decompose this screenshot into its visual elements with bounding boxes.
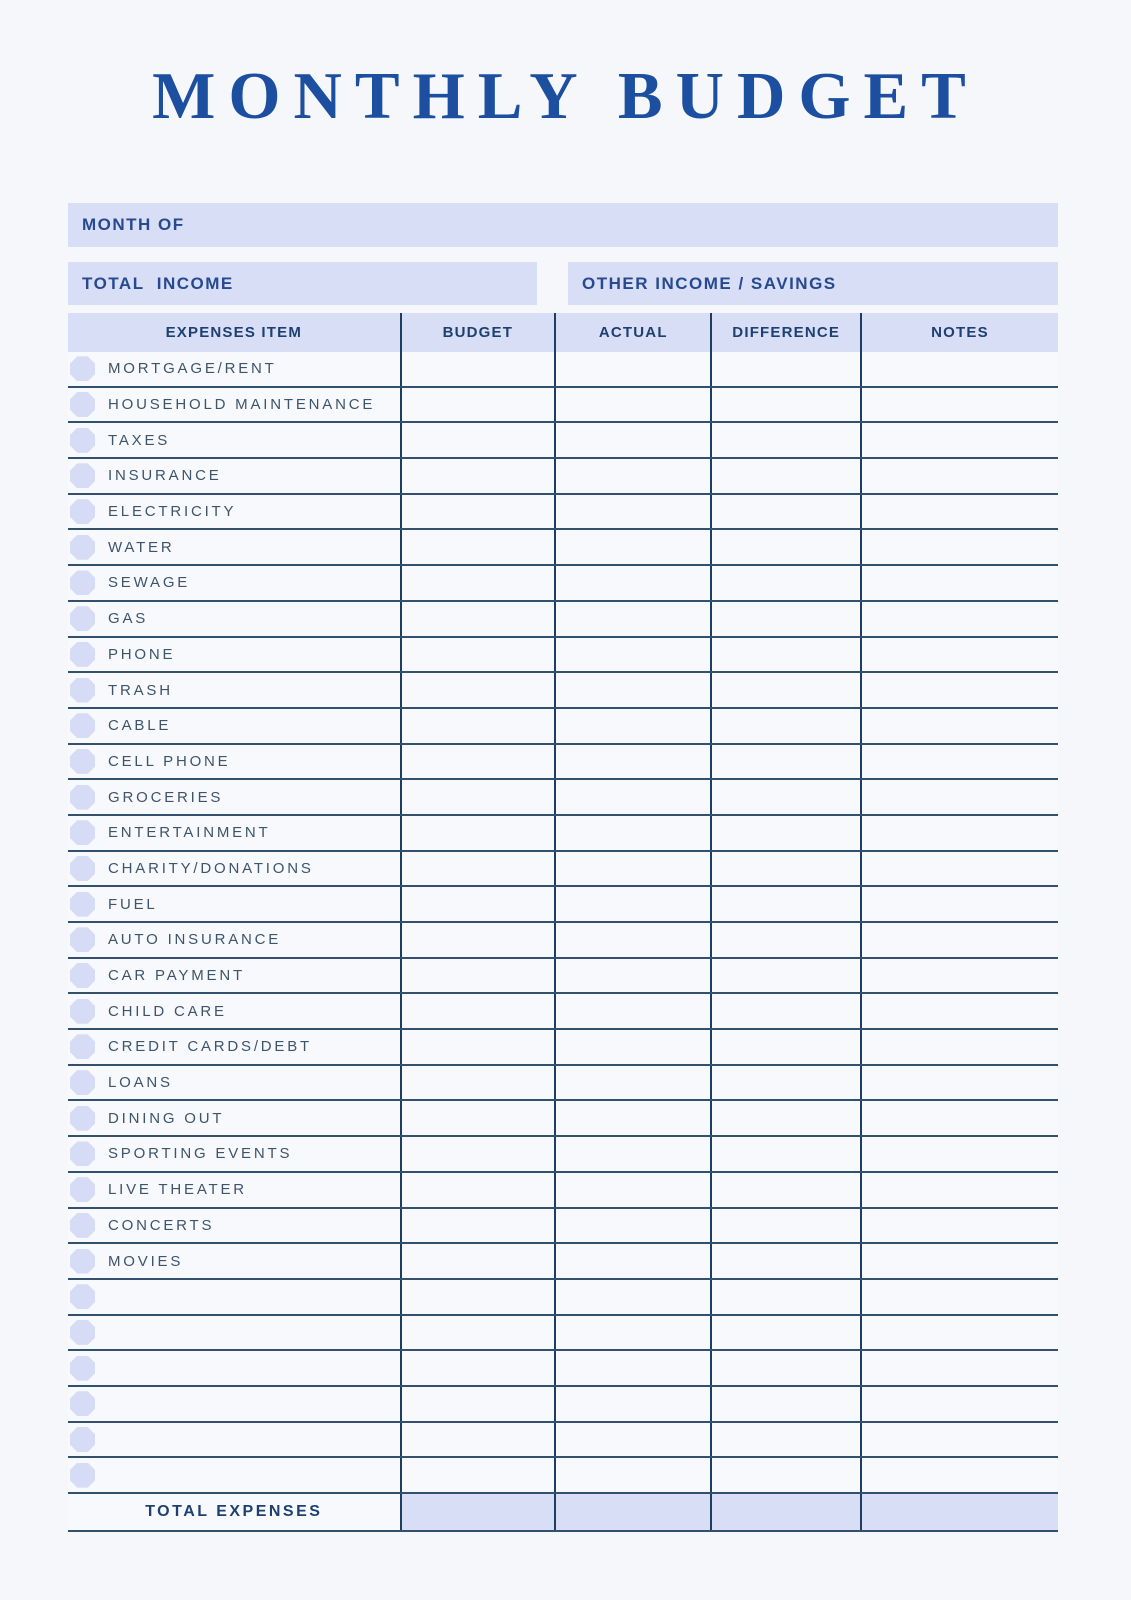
budget-cell[interactable] [400, 459, 554, 493]
budget-cell[interactable] [400, 887, 554, 921]
notes-cell[interactable] [860, 709, 1058, 743]
expense-row [68, 816, 1058, 852]
expense-row [68, 745, 1058, 781]
actual-cell[interactable] [554, 1280, 710, 1314]
difference-cell[interactable] [710, 459, 859, 493]
expense-item-label: ELECTRICITY [108, 503, 237, 521]
notes-cell[interactable] [860, 1066, 1058, 1100]
expense-row [68, 352, 1058, 388]
header-expenses-item: EXPENSES ITEM [165, 324, 303, 341]
budget-cell[interactable] [400, 745, 554, 779]
notes-cell[interactable] [860, 887, 1058, 921]
total-budget-cell[interactable] [400, 1494, 554, 1530]
bullet-icon [70, 463, 95, 488]
actual-cell[interactable] [554, 709, 710, 743]
actual-cell[interactable] [554, 1316, 710, 1350]
notes-cell[interactable] [860, 459, 1058, 493]
budget-cell[interactable] [400, 602, 554, 636]
bullet-icon [70, 570, 95, 595]
budget-cell[interactable] [400, 423, 554, 457]
bullet-icon [70, 356, 95, 381]
difference-cell[interactable] [710, 1280, 859, 1314]
difference-cell[interactable] [710, 1316, 859, 1350]
bullet-icon [70, 713, 95, 738]
budget-cell[interactable] [400, 495, 554, 529]
expense-item-label: TRASH [108, 681, 173, 699]
budget-cell[interactable] [400, 1066, 554, 1100]
bullet-icon [70, 642, 95, 667]
expense-item-cell [68, 1066, 400, 1100]
expense-row [68, 566, 1058, 602]
actual-cell[interactable] [554, 1423, 710, 1457]
actual-cell[interactable] [554, 959, 710, 993]
difference-cell[interactable] [710, 638, 859, 672]
notes-cell[interactable] [860, 1137, 1058, 1171]
expense-item-cell [68, 1030, 400, 1064]
expense-row [68, 994, 1058, 1030]
difference-cell[interactable] [710, 602, 859, 636]
actual-cell[interactable] [554, 1209, 710, 1243]
expense-item-cell [68, 495, 400, 529]
bullet-icon [70, 392, 95, 417]
notes-cell[interactable] [860, 923, 1058, 957]
notes-cell[interactable] [860, 959, 1058, 993]
bullet-icon [70, 1106, 95, 1131]
expense-row [68, 1066, 1058, 1102]
actual-cell[interactable] [554, 1387, 710, 1421]
budget-cell[interactable] [400, 1137, 554, 1171]
actual-cell[interactable] [554, 602, 710, 636]
expense-item-label: TAXES [108, 431, 171, 449]
budget-cell[interactable] [400, 923, 554, 957]
notes-cell[interactable] [860, 530, 1058, 564]
bullet-icon [70, 1320, 95, 1345]
notes-cell[interactable] [860, 602, 1058, 636]
expense-row [68, 530, 1058, 566]
budget-cell[interactable] [400, 638, 554, 672]
expense-item-cell [68, 1173, 400, 1207]
page-title: MONTHLY BUDGET [152, 59, 979, 133]
budget-cell[interactable] [400, 673, 554, 707]
expense-item-label: MORTGAGE/RENT [108, 360, 277, 378]
actual-cell[interactable] [554, 816, 710, 850]
notes-cell[interactable] [860, 352, 1058, 386]
expense-row [68, 1030, 1058, 1066]
budget-cell[interactable] [400, 959, 554, 993]
table-body [68, 352, 1058, 1494]
budget-cell[interactable] [400, 530, 554, 564]
expense-item-label: LIVE THEATER [108, 1181, 247, 1199]
budget-cell[interactable] [400, 1351, 554, 1385]
bullet-icon [70, 606, 95, 631]
expense-item-label: SEWAGE [108, 574, 191, 592]
difference-cell[interactable] [710, 423, 859, 457]
difference-cell[interactable] [710, 1458, 859, 1492]
total-difference-cell[interactable] [710, 1494, 859, 1530]
bullet-icon [70, 1427, 95, 1452]
actual-cell[interactable] [554, 673, 710, 707]
notes-cell[interactable] [860, 1030, 1058, 1064]
expense-row-empty [68, 1280, 1058, 1316]
difference-cell[interactable] [710, 566, 859, 600]
bullet-icon [70, 999, 95, 1024]
expense-row [68, 1101, 1058, 1137]
budget-cell[interactable] [400, 1244, 554, 1278]
expense-item-label: MOVIES [108, 1252, 184, 1270]
expense-row [68, 602, 1058, 638]
difference-cell[interactable] [710, 1351, 859, 1385]
actual-cell[interactable] [554, 1351, 710, 1385]
expense-item-label: CHILD CARE [108, 1002, 227, 1020]
expense-item-label: CAR PAYMENT [108, 967, 245, 985]
budget-cell[interactable] [400, 1209, 554, 1243]
actual-cell[interactable] [554, 1101, 710, 1135]
expense-item-label: GROCERIES [108, 788, 224, 806]
expense-item-label: CABLE [108, 717, 172, 735]
actual-cell[interactable] [554, 566, 710, 600]
difference-cell[interactable] [710, 352, 859, 386]
budget-cell[interactable] [400, 994, 554, 1028]
expense-item-label: LOANS [108, 1074, 173, 1092]
actual-cell[interactable] [554, 495, 710, 529]
actual-cell[interactable] [554, 887, 710, 921]
bullet-icon [70, 1249, 95, 1274]
expense-item-cell [68, 852, 400, 886]
expense-row [68, 495, 1058, 531]
bullet-icon [70, 1070, 95, 1095]
notes-cell[interactable] [860, 1173, 1058, 1207]
expense-item-cell [68, 530, 400, 564]
expense-item-label: HOUSEHOLD MAINTENANCE [108, 396, 376, 414]
notes-cell[interactable] [860, 566, 1058, 600]
budget-cell[interactable] [400, 352, 554, 386]
expense-item-cell[interactable] [68, 1316, 400, 1350]
bullet-icon [70, 963, 95, 988]
expense-item-cell [68, 1209, 400, 1243]
bullet-icon [70, 1463, 95, 1488]
expense-row [68, 1244, 1058, 1280]
expense-item-label: CELL PHONE [108, 752, 231, 770]
other-income-savings-field[interactable] [568, 262, 1058, 305]
actual-cell[interactable] [554, 638, 710, 672]
expense-row [68, 852, 1058, 888]
difference-cell[interactable] [710, 1387, 859, 1421]
bullet-icon [70, 927, 95, 952]
expense-item-cell [68, 638, 400, 672]
budget-cell[interactable] [400, 709, 554, 743]
difference-cell[interactable] [710, 673, 859, 707]
expense-item-label: WATER [108, 538, 175, 556]
expense-row [68, 673, 1058, 709]
expense-item-cell [68, 780, 400, 814]
notes-cell[interactable] [860, 1101, 1058, 1135]
difference-cell[interactable] [710, 852, 859, 886]
notes-cell[interactable] [860, 1387, 1058, 1421]
expense-row [68, 887, 1058, 923]
actual-cell[interactable] [554, 994, 710, 1028]
notes-cell[interactable] [860, 816, 1058, 850]
expense-item-cell [68, 1137, 400, 1171]
total-expenses-label: TOTAL EXPENSES [145, 1503, 323, 1520]
expense-row [68, 388, 1058, 424]
budget-cell[interactable] [400, 1173, 554, 1207]
header-notes: NOTES [860, 313, 1058, 352]
total-expenses-row [68, 1494, 1058, 1532]
difference-cell[interactable] [710, 495, 859, 529]
expense-item-cell [68, 994, 400, 1028]
bullet-icon [70, 1141, 95, 1166]
expense-item-cell [68, 566, 400, 600]
bullet-icon [70, 1177, 95, 1202]
difference-cell[interactable] [710, 1244, 859, 1278]
expense-row [68, 1173, 1058, 1209]
notes-cell[interactable] [860, 423, 1058, 457]
expense-row-empty [68, 1351, 1058, 1387]
difference-cell[interactable] [710, 1101, 859, 1135]
actual-cell[interactable] [554, 1173, 710, 1207]
expense-row [68, 1209, 1058, 1245]
actual-cell[interactable] [554, 1030, 710, 1064]
bullet-icon [70, 678, 95, 703]
budget-cell[interactable] [400, 388, 554, 422]
expense-row [68, 423, 1058, 459]
bullet-icon [70, 1034, 95, 1059]
expense-row [68, 959, 1058, 995]
notes-cell[interactable] [860, 1351, 1058, 1385]
difference-cell[interactable] [710, 1030, 859, 1064]
difference-cell[interactable] [710, 709, 859, 743]
expense-row-empty [68, 1423, 1058, 1459]
notes-cell[interactable] [860, 1458, 1058, 1492]
expense-item-label: INSURANCE [108, 467, 222, 485]
bullet-icon [70, 535, 95, 560]
expense-item-cell[interactable] [68, 1423, 400, 1457]
budget-cell[interactable] [400, 1030, 554, 1064]
budget-cell[interactable] [400, 1387, 554, 1421]
bullet-icon [70, 820, 95, 845]
actual-cell[interactable] [554, 923, 710, 957]
budget-cell[interactable] [400, 1316, 554, 1350]
budget-cell[interactable] [400, 1458, 554, 1492]
expense-item-cell [68, 352, 400, 386]
expense-item-label: PHONE [108, 645, 176, 663]
notes-cell[interactable] [860, 1244, 1058, 1278]
expense-item-cell [68, 745, 400, 779]
budget-cell[interactable] [400, 1101, 554, 1135]
expense-item-cell [68, 959, 400, 993]
expense-row [68, 709, 1058, 745]
bullet-icon [70, 785, 95, 810]
actual-cell[interactable] [554, 1137, 710, 1171]
difference-cell[interactable] [710, 994, 859, 1028]
expense-item-cell [68, 816, 400, 850]
expense-item-cell [68, 388, 400, 422]
bullet-icon [70, 1213, 95, 1238]
expense-row [68, 1137, 1058, 1173]
expense-item-cell [68, 923, 400, 957]
expense-item-cell [68, 709, 400, 743]
difference-cell[interactable] [710, 887, 859, 921]
actual-cell[interactable] [554, 423, 710, 457]
total-actual-cell[interactable] [554, 1494, 710, 1530]
actual-cell[interactable] [554, 1066, 710, 1100]
notes-cell[interactable] [860, 1209, 1058, 1243]
notes-cell[interactable] [860, 495, 1058, 529]
bullet-icon [70, 1284, 95, 1309]
expense-item-cell [68, 423, 400, 457]
header-actual: ACTUAL [554, 313, 710, 352]
table-header-row [68, 313, 1058, 352]
bullet-icon [70, 499, 95, 524]
bullet-icon [70, 428, 95, 453]
actual-cell[interactable] [554, 1244, 710, 1278]
expenses-table [68, 313, 1058, 1532]
actual-cell[interactable] [554, 1458, 710, 1492]
bullet-icon [70, 892, 95, 917]
month-of-label: MONTH OF [82, 215, 185, 234]
total-income-field[interactable] [68, 262, 537, 305]
expense-row [68, 638, 1058, 674]
expense-item-cell[interactable] [68, 1280, 400, 1314]
actual-cell[interactable] [554, 745, 710, 779]
difference-cell[interactable] [710, 1173, 859, 1207]
expense-item-label: SPORTING EVENTS [108, 1145, 293, 1163]
difference-cell[interactable] [710, 1066, 859, 1100]
notes-cell[interactable] [860, 638, 1058, 672]
total-income-label: TOTAL INCOME [82, 273, 234, 293]
expense-item-cell [68, 1244, 400, 1278]
expense-item-label: ENTERTAINMENT [108, 824, 271, 842]
budget-cell[interactable] [400, 1423, 554, 1457]
difference-cell[interactable] [710, 780, 859, 814]
expense-row [68, 780, 1058, 816]
expense-item-label: GAS [108, 610, 149, 628]
expense-item-label: AUTO INSURANCE [108, 931, 282, 949]
header-difference: DIFFERENCE [710, 313, 859, 352]
expense-item-label: CHARITY/DONATIONS [108, 859, 314, 877]
notes-cell[interactable] [860, 1423, 1058, 1457]
expense-row-empty [68, 1387, 1058, 1423]
expense-row-empty [68, 1316, 1058, 1352]
notes-cell[interactable] [860, 673, 1058, 707]
expense-row [68, 923, 1058, 959]
difference-cell[interactable] [710, 530, 859, 564]
notes-cell[interactable] [860, 745, 1058, 779]
difference-cell[interactable] [710, 1137, 859, 1171]
budget-cell[interactable] [400, 852, 554, 886]
budget-cell[interactable] [400, 1280, 554, 1314]
expense-item-cell[interactable] [68, 1351, 400, 1385]
budget-cell[interactable] [400, 780, 554, 814]
expense-item-cell[interactable] [68, 1458, 400, 1492]
difference-cell[interactable] [710, 1209, 859, 1243]
expense-item-label: CONCERTS [108, 1216, 215, 1234]
actual-cell[interactable] [554, 388, 710, 422]
other-income-savings-label: OTHER INCOME / SAVINGS [582, 273, 837, 293]
difference-cell[interactable] [710, 388, 859, 422]
expense-item-label: CREDIT CARDS/DEBT [108, 1038, 313, 1056]
bullet-icon [70, 856, 95, 881]
expense-item-cell [68, 887, 400, 921]
expense-item-cell [68, 459, 400, 493]
difference-cell[interactable] [710, 816, 859, 850]
bullet-icon [70, 1391, 95, 1416]
actual-cell[interactable] [554, 459, 710, 493]
expense-item-cell [68, 1101, 400, 1135]
bullet-icon [70, 749, 95, 774]
difference-cell[interactable] [710, 923, 859, 957]
difference-cell[interactable] [710, 1423, 859, 1457]
expense-item-label: FUEL [108, 895, 158, 913]
total-notes-cell[interactable] [860, 1494, 1058, 1530]
header-budget: BUDGET [400, 313, 554, 352]
expense-row-empty [68, 1458, 1058, 1494]
expense-row [68, 459, 1058, 495]
difference-cell[interactable] [710, 745, 859, 779]
expense-item-cell [68, 673, 400, 707]
budget-cell[interactable] [400, 566, 554, 600]
actual-cell[interactable] [554, 352, 710, 386]
notes-cell[interactable] [860, 780, 1058, 814]
actual-cell[interactable] [554, 780, 710, 814]
difference-cell[interactable] [710, 959, 859, 993]
notes-cell[interactable] [860, 994, 1058, 1028]
expense-item-label: DINING OUT [108, 1109, 225, 1127]
notes-cell[interactable] [860, 852, 1058, 886]
expense-item-cell [68, 602, 400, 636]
budget-cell[interactable] [400, 816, 554, 850]
actual-cell[interactable] [554, 530, 710, 564]
notes-cell[interactable] [860, 1280, 1058, 1314]
notes-cell[interactable] [860, 1316, 1058, 1350]
actual-cell[interactable] [554, 852, 710, 886]
expense-item-cell[interactable] [68, 1387, 400, 1421]
month-of-field[interactable] [68, 203, 1058, 247]
bullet-icon [70, 1356, 95, 1381]
notes-cell[interactable] [860, 388, 1058, 422]
